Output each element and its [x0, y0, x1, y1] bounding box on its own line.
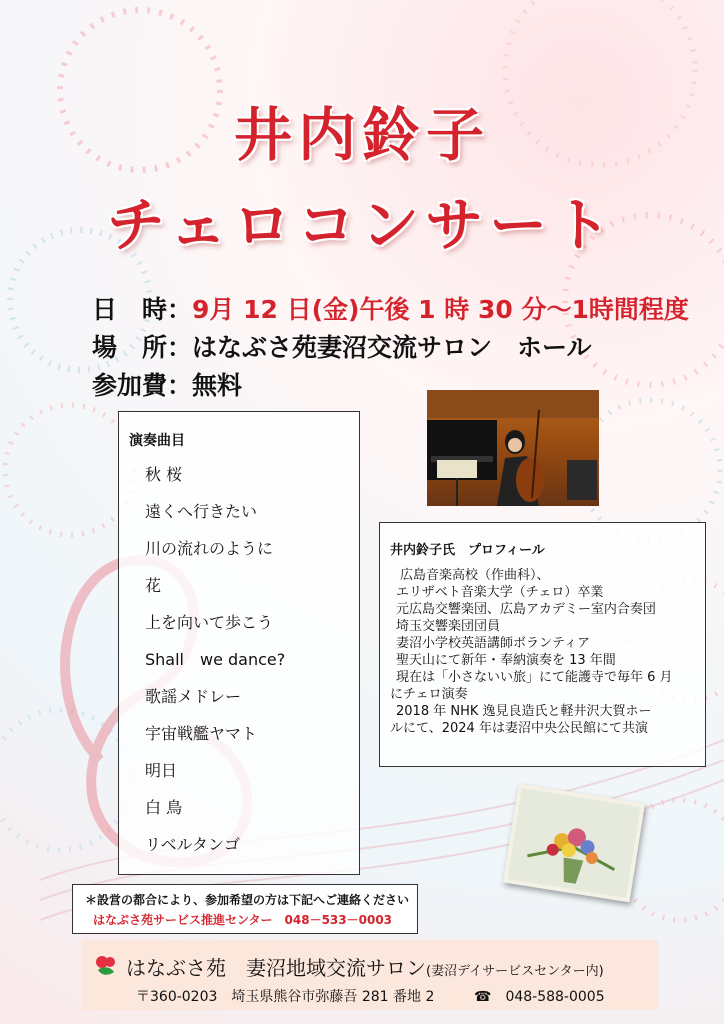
profile-box [379, 522, 706, 767]
song-item: 白 鳥 [145, 798, 183, 817]
profile-line: ルにて、2024 年は妻沼中央公民館にて共演 [390, 721, 648, 736]
profile-line: 元広島交響楽団、広島アカデミー室内合奏団 [396, 602, 656, 617]
song-item: リベルタンゴ [145, 835, 241, 854]
date-label: 日 時： [92, 295, 193, 324]
profile-line: にチェロ演奏 [390, 687, 468, 702]
place-value: はなぶさ苑妻沼交流サロン ホール [192, 333, 592, 362]
song-item: 明日 [145, 761, 178, 780]
date-row [92, 290, 689, 326]
profile-line: 埼玉交響楽団団員 [396, 619, 501, 634]
place-label: 場 所： [92, 333, 193, 362]
song-item: 秋 桜 [145, 465, 183, 484]
phone-number: ☎ 048-588-0005 [474, 989, 605, 1005]
song-item: Shall we dance? [145, 650, 286, 669]
address: 〒360-0203 埼玉県熊谷市弥藤吾 281 番地 2 [136, 989, 435, 1005]
profile-line: 妻沼小学校英語講師ボランティア [396, 636, 590, 651]
profile-line: 2018 年 NHK 逸見良造氏と軽井沢大賀ホー [396, 704, 652, 719]
fee-label: 参加費： [92, 371, 193, 400]
date-value: 9月 12 日(金)午後 1 時 30 分～1時間程度 [192, 295, 689, 324]
profile-line: エリザベト音楽大学（チェロ）卒業 [396, 585, 604, 600]
profile-line: 聖天山にて新年・奉納演奏を 13 年間 [396, 653, 616, 668]
concert-performer-title: 井内鈴子 [233, 101, 490, 169]
flower-painting [503, 784, 645, 903]
org-name: はなぶさ苑 妻沼地域交流サロン [126, 956, 426, 980]
notice-text: ＊設営の都合により、参加希望の方は下記へご連絡ください [85, 893, 410, 907]
song-item: 歌謡メドレー [145, 687, 242, 706]
profile-line: 広島音楽高校（作曲科）、 [400, 568, 550, 583]
song-item: 上を向いて歩こう [145, 613, 274, 632]
hanabusa-flower-logo-icon [92, 952, 120, 980]
org-sub: (妻沼デイサービスセンター内) [426, 964, 604, 979]
contact-center: はなぶさ苑サービス推進センター 048－533－0003 [93, 913, 393, 927]
fee-value: 無料 [192, 371, 243, 400]
concert-title: チェロコンサート [106, 191, 618, 259]
place-row [92, 328, 592, 364]
song-item: 川の流れのように [145, 539, 274, 558]
fee-row [92, 366, 242, 402]
program-heading: 演奏曲目 [129, 433, 185, 449]
profile-line: 現在は「小さないい旅」にて能護寺で毎年 6 月 [396, 670, 673, 685]
song-item: 宇宙戦艦ヤマト [145, 724, 258, 743]
profile-heading: 井内鈴子氏 プロフィール [390, 543, 545, 558]
footer [82, 940, 658, 1010]
song-item: 遠くへ行きたい [145, 502, 258, 521]
program-box [118, 411, 360, 875]
cellist-photo [427, 390, 599, 506]
notice-box [72, 884, 418, 934]
song-item: 花 [145, 576, 162, 595]
organization-name [126, 952, 604, 981]
